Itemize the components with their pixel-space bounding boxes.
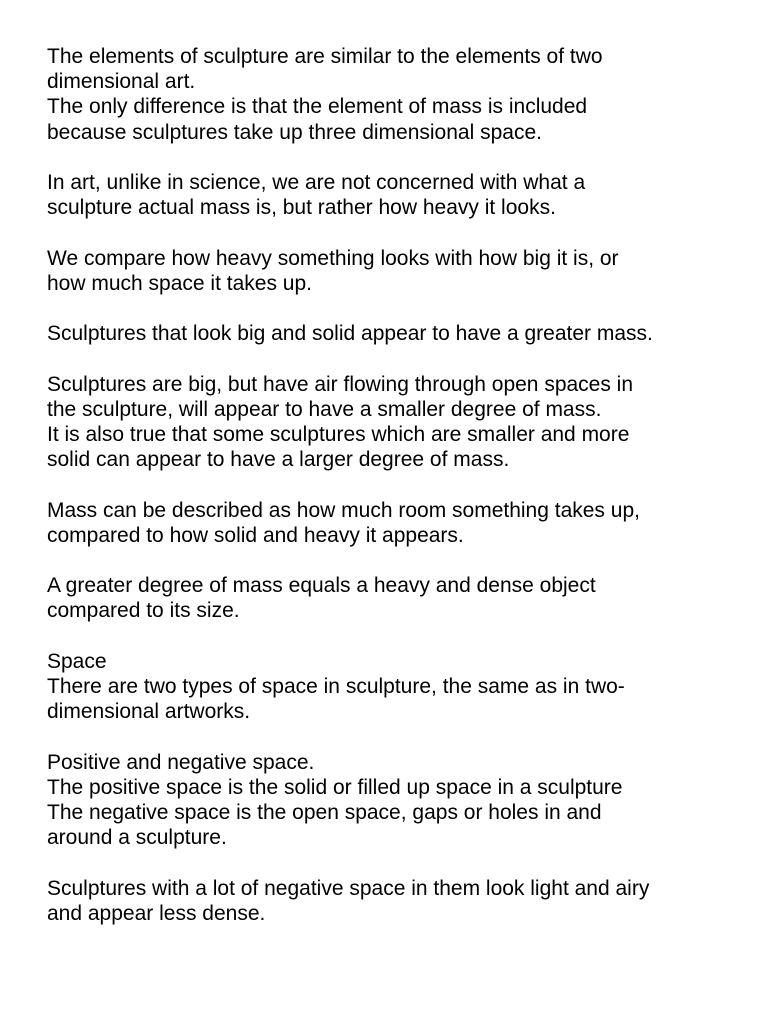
paragraph-positive-negative-space — [47, 750, 747, 851]
text-line: Sculptures are big, but have air flowing through open spaces in — [47, 372, 634, 396]
text-line: In art, unlike in science, we are not concerned with what a — [47, 171, 586, 194]
paragraph-elements-of-sculpture — [47, 44, 747, 145]
text-line: Positive and negative space. — [47, 750, 315, 774]
paragraph-compare-heaviness — [47, 246, 747, 296]
text-line: Mass can be described as how much room something takes up, — [47, 498, 640, 522]
paragraph-big-solid — [47, 321, 747, 346]
text-line: the sculpture, will appear to have a smaller degree of mass. — [47, 397, 602, 421]
document-page — [47, 44, 747, 951]
text-line: The negative space is the open space, gaps or holes in and — [47, 800, 602, 824]
text-line: compared to how solid and heavy it appears. — [47, 523, 464, 547]
text-line: and appear less dense. — [47, 901, 266, 925]
text-line: dimensional art. — [47, 70, 196, 94]
text-line: around a sculpture. — [47, 826, 227, 850]
text-line: compared to its size. — [47, 599, 240, 623]
text-line: solid can appear to have a larger degree of mass. — [47, 448, 510, 472]
text-line: because sculptures take up three dimensional space. — [47, 120, 542, 144]
text-line: The elements of sculpture are similar to the elements of two — [47, 45, 603, 68]
text-line: It is also true that some sculptures which are smaller and more — [47, 422, 630, 446]
text-line: A greater degree of mass equals a heavy and dense object — [47, 574, 596, 598]
paragraph-art-vs-science — [47, 170, 747, 220]
paragraph-space — [47, 649, 747, 725]
text-line: We compare how heavy something looks with how big it is, or — [47, 246, 619, 270]
paragraph-open-spaces — [47, 372, 747, 473]
text-line: The only difference is that the element of mass is included — [47, 95, 588, 119]
paragraph-negative-space-effect — [47, 876, 747, 926]
paragraph-mass-description — [47, 498, 747, 548]
text-line: dimensional artworks. — [47, 700, 251, 724]
text-line: Sculptures with a lot of negative space in them look light and airy — [47, 876, 650, 900]
text-line: There are two types of space in sculpture, the same as in two- — [47, 674, 625, 698]
paragraph-greater-mass — [47, 573, 747, 623]
section-heading-space: Space — [47, 649, 107, 673]
text-line: how much space it takes up. — [47, 271, 312, 295]
text-line: The positive space is the solid or filled up space in a sculpture — [47, 775, 623, 799]
text-line: sculpture actual mass is, but rather how heavy it looks. — [47, 196, 556, 220]
text-line: Sculptures that look big and solid appear to have a greater mass. — [47, 322, 653, 346]
